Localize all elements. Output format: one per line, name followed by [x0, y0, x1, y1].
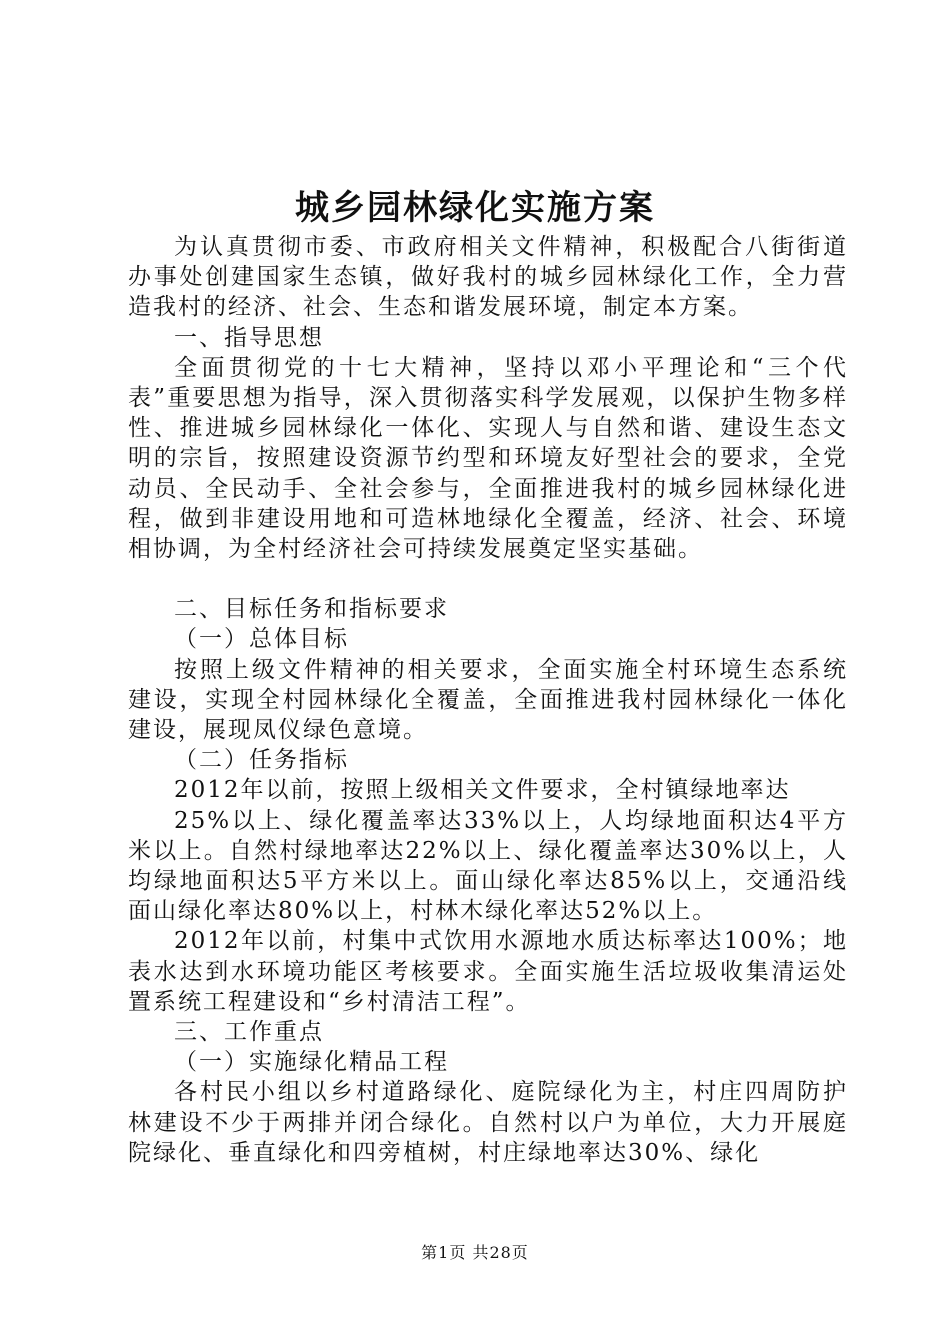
water-quality-paragraph: 2012年以前，村集中式饮用水源地水质达标率达100%；地表水达到水环境功能区考核要求。全面实施生活垃圾收集清运处置系统工程建设和“乡村清洁工程”。	[128, 928, 848, 1015]
paragraph-gap	[128, 564, 848, 594]
subheading-greening-project: （一）实施绿化精品工程	[174, 1049, 449, 1076]
intro-paragraph: 为认真贯彻市委、市政府相关文件精神，积极配合八街街道办事处创建国家生态镇，做好我村的城乡园林绿化工作，全力营造我村的经济、社会、生态和谐发展环境，制定本方案。	[128, 234, 848, 321]
document-body	[128, 232, 848, 1168]
section-heading-goals: 二、目标任务和指标要求	[174, 596, 449, 623]
greening-project-paragraph: 各村民小组以乡村道路绿化、庭院绿化为主，村庄四周防护林建设不少于两排并闭合绿化。自然村以户为单位，大力开展庭院绿化、垂直绿化和四旁植树，村庄绿地率达30%、绿化	[128, 1079, 848, 1166]
section-heading-work-focus: 三、工作重点	[174, 1019, 324, 1046]
task-indicators-line: 2012年以前，按照上级相关文件要求，全村镇绿地率达	[174, 777, 791, 804]
document-title: 城乡园林绿化实施方案	[295, 188, 655, 228]
overall-goal-paragraph: 按照上级文件精神的相关要求，全面实施全村环境生态系统建设，实现全村园林绿化全覆盖，全面推进我村园林绿化一体化建设，展现凤仪绿色意境。	[128, 656, 848, 744]
subheading-overall-goal: （一）总体目标	[174, 626, 349, 653]
task-indicators-paragraph: 25%以上、绿化覆盖率达33%以上，人均绿地面积达4平方米以上。自然村绿地率达22%以上、绿化覆盖率达30%以上，人均绿地面积达5平方米以上。面山绿化率达85%以上，交通沿线面山绿化率达80%以上，村林木绿化率达52%以上。	[128, 807, 848, 925]
subheading-task-indicators: （二）任务指标	[174, 747, 349, 774]
page-number-footer: 第1页 共28页	[421, 1243, 529, 1262]
guiding-ideology-paragraph: 全面贯彻党的十七大精神，坚持以邓小平理论和“三个代表”重要思想为指导，深入贯彻落实科学发展观，以保护生物多样性、推进城乡园林绿化一体化、实现人与自然和谐、建设生态文明的宗旨，按照建设资源节约型和环境友好型社会的要求，全党动员、全民动手、全社会参与，全面推进我村的城乡园林绿化进程，做到非建设用地和可造林地绿化全覆盖，经济、社会、环境相协调，为全村经济社会可持续发展奠定坚实基础。	[128, 354, 848, 563]
section-heading-guiding-ideology: 一、指导思想	[174, 324, 324, 351]
